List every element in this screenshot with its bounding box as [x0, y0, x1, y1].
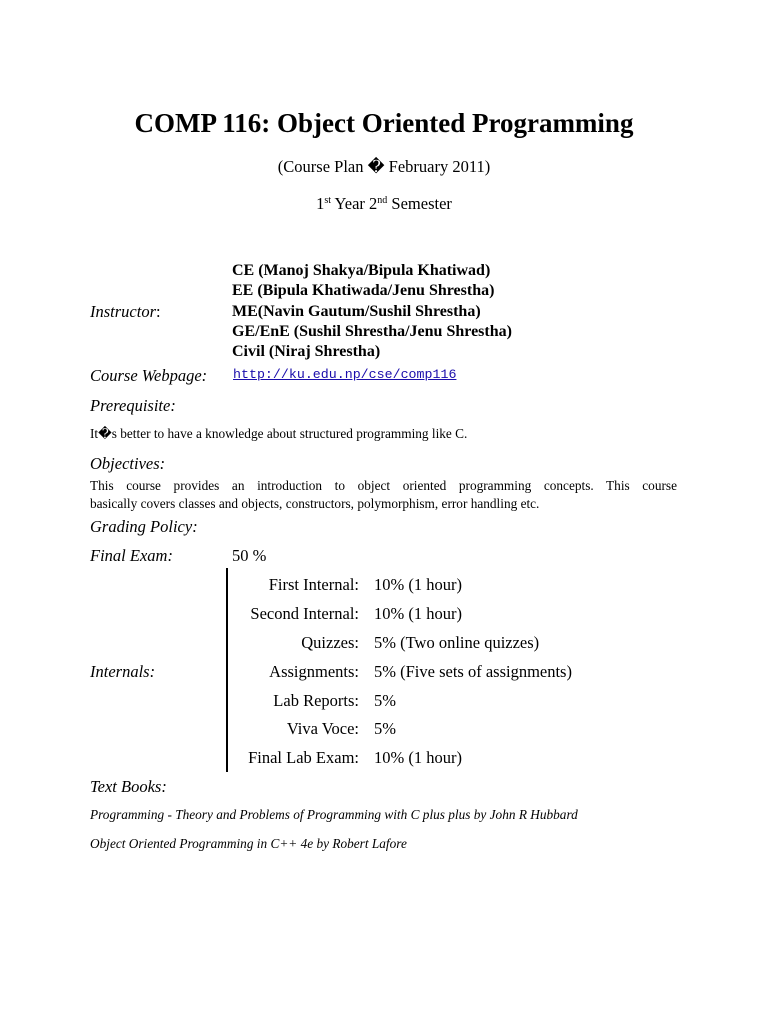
prerequisite-text: It�s better to have a knowledge about structured programming like C. [90, 426, 468, 441]
prerequisite-label: Prerequisite: [90, 396, 176, 415]
instructor-line: GE/EnE (Sushil Shrestha/Jenu Shrestha) [232, 322, 512, 340]
objectives-line: basically covers classes and objects, constructors, polymorphism, error handling etc. [90, 495, 540, 511]
internals-label: Internals: [90, 662, 156, 681]
final-exam-value: 50 % [232, 546, 267, 565]
text-book-item: Programming - Theory and Problems of Programming with C plus plus by John R Hubbard [90, 807, 578, 822]
grade-row-value: 5% [374, 719, 396, 738]
grade-row-label: Quizzes: [301, 633, 359, 652]
course-plan-subtitle: (Course Plan � February 2011) [277, 157, 491, 176]
grade-row-value: 5% [374, 691, 396, 710]
grade-row-label: Final Lab Exam: [248, 748, 359, 767]
grade-row-label: First Internal: [268, 575, 359, 594]
course-webpage-link[interactable]: http://ku.edu.np/cse/comp116 [233, 367, 457, 382]
grade-row-label: Lab Reports: [273, 691, 359, 710]
grade-row-label: Viva Voce: [286, 719, 359, 738]
document-title: COMP 116: Object Oriented Programming [134, 108, 634, 138]
instructor-line: CE (Manoj Shakya/Bipula Khatiwad) [232, 262, 491, 279]
objectives-text [90, 477, 677, 512]
course-webpage-label: Course Webpage: [90, 366, 208, 385]
instructor-label: Instructor: [90, 302, 161, 321]
objectives-label: Objectives: [90, 454, 166, 473]
instructor-list [232, 261, 512, 362]
final-exam-label: Final Exam: [90, 546, 173, 565]
text-books-label: Text Books: [90, 777, 167, 796]
grade-row-value: 10% (1 hour) [374, 604, 462, 623]
grade-row-value: 5% (Two online quizzes) [374, 633, 540, 652]
grade-row-value: 5% (Five sets of assignments) [374, 662, 572, 681]
instructor-line: ME(Navin Gautum/Sushil Shrestha) [232, 302, 481, 320]
grade-row-value: 10% (1 hour) [374, 575, 462, 594]
text-book-item: Object Oriented Programming in C++ 4e by Robert Lafore [90, 836, 407, 851]
grade-row-label: Assignments: [269, 662, 359, 681]
semester-line: 1st Year 2nd Semester [316, 194, 452, 213]
grade-row-label: Second Internal: [250, 604, 359, 623]
instructor-line: Civil (Niraj Shrestha) [232, 343, 381, 361]
instructor-line: EE (Bipula Khatiwada/Jenu Shrestha) [232, 282, 495, 300]
grade-row-value: 10% (1 hour) [374, 748, 462, 767]
objectives-line: This course provides an introduction to object oriented programming concepts. This course [90, 478, 677, 493]
grading-policy-label: Grading Policy: [90, 517, 198, 536]
